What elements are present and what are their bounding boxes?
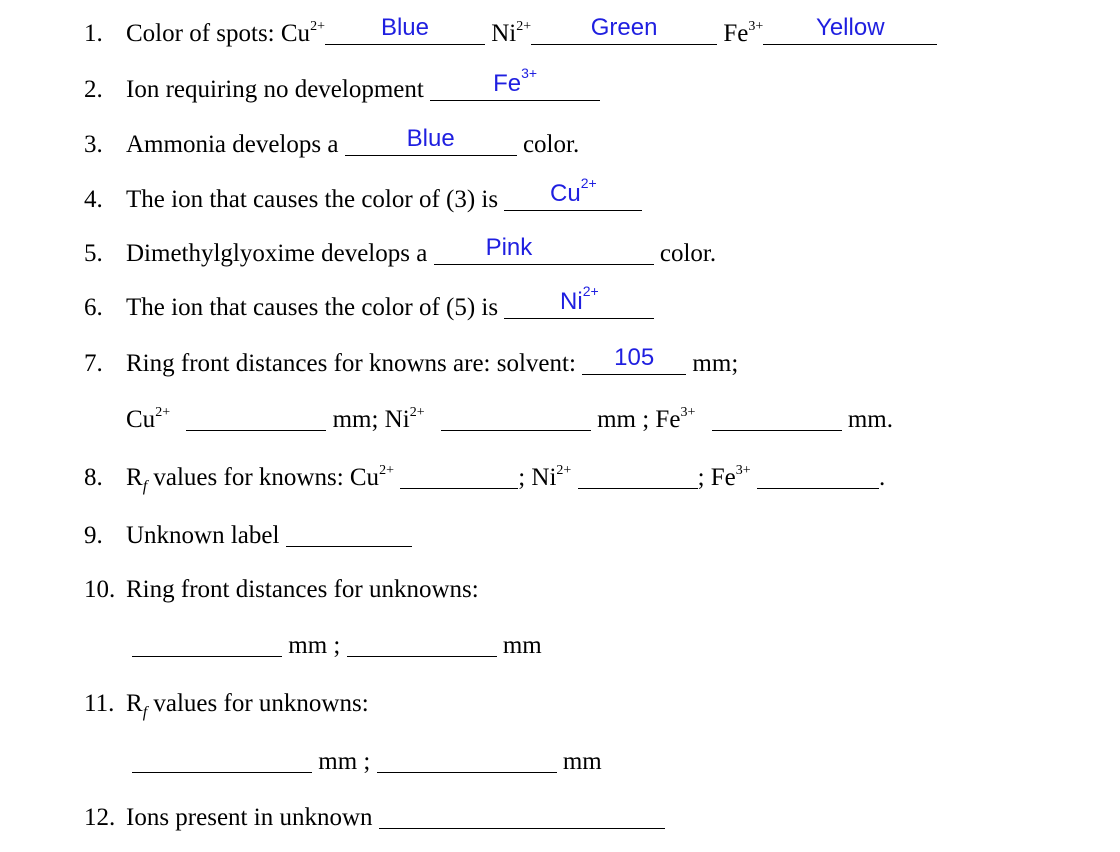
item-text: Color of spots: (126, 20, 275, 47)
answer-text: Blue (380, 14, 429, 41)
item-text-after: color. (659, 240, 717, 267)
answer-blank-solvent-distance[interactable] (582, 344, 686, 375)
ion-label-cu: $Cu^{2+}$ (280, 18, 325, 47)
item-number: 11. (84, 690, 115, 717)
answer-text: $Fe^{3+}$ (493, 65, 538, 97)
answer-blank-unknown-rf-1[interactable] (132, 742, 312, 773)
item-text: The ion that causes the color of (3) is (126, 186, 499, 213)
item-text-after: mm; (692, 350, 739, 377)
separator-ni: ; Ni (518, 464, 557, 491)
answer-blank-unknown-distance-1[interactable] (132, 626, 282, 657)
ion-label-cu: $Cu^{2+}$ (126, 404, 171, 433)
item-8: 8. $R_f$ values for knowns: $Cu^{2+}$ ; $Ni^{2+}$ ; $Fe^{3+}$ . (84, 458, 885, 498)
item-3 (84, 125, 579, 165)
answer-blank-cu-rf[interactable] (400, 458, 518, 489)
answer-blank-unknown-label[interactable] (286, 516, 412, 547)
answer-blank-fe-rf[interactable] (757, 458, 879, 489)
item-number: 10. (84, 576, 116, 603)
item-number: 12. (84, 804, 116, 831)
answer-text: Green (590, 14, 658, 41)
answer-text: Blue (406, 125, 455, 152)
answer-blank-fe-distance[interactable] (712, 400, 842, 431)
item-number: 8. (84, 464, 103, 491)
unit-text: mm ; (318, 748, 371, 775)
answer-blank-ni-color[interactable] (531, 14, 717, 45)
answer-blank-ammonia-color[interactable] (345, 125, 517, 156)
answer-text: 105 (614, 344, 655, 371)
item-text: Dimethylglyoxime develops a (126, 240, 428, 267)
item-number: 5. (84, 240, 103, 267)
answer-blank-fe-color[interactable] (763, 14, 937, 45)
item-2 (84, 65, 600, 110)
item-11 (84, 684, 369, 724)
answer-blank-no-development[interactable] (430, 65, 600, 101)
item-text: Unknown label (126, 522, 280, 549)
answer-blank-cu-distance[interactable] (186, 400, 326, 431)
unit-text: mm (562, 748, 602, 775)
answer-blank-cu-color[interactable] (325, 14, 485, 45)
answer-blank-ni-rf[interactable] (578, 458, 698, 489)
item-text: Ring front distances for unknowns: (126, 576, 479, 603)
item-7 (84, 344, 738, 384)
item-text: The ion that causes the color of (5) is (126, 294, 499, 321)
answer-blank-unknown-rf-2[interactable] (377, 742, 557, 773)
item-7-continued (126, 400, 893, 440)
item-12 (84, 798, 665, 838)
rf-symbol: $R_f$ (126, 464, 148, 495)
item-5 (84, 234, 716, 274)
item-text: Ion requiring no development (126, 76, 424, 103)
answer-text: Yellow (816, 14, 885, 41)
period: . (878, 464, 886, 491)
answer-text: Pink (485, 234, 533, 261)
item-1 (84, 14, 937, 54)
answer-blank-unknown-distance-2[interactable] (347, 626, 497, 657)
answer-blank-ion-5[interactable] (504, 283, 654, 319)
item-number: 4. (84, 186, 103, 213)
separator-fe: ; Fe (697, 464, 736, 491)
item-number: 3. (84, 131, 103, 158)
item-10-answers (132, 626, 542, 666)
unit-text: mm (502, 632, 542, 659)
item-text-after: color. (522, 131, 580, 158)
unit-text: mm ; (288, 632, 341, 659)
item-number: 9. (84, 522, 103, 549)
answer-blank-dimethylglyoxime-color[interactable] (434, 234, 654, 265)
item-11-answers (132, 742, 602, 782)
unit-text: mm. (847, 406, 893, 433)
answer-text: $Ni^{2+}$ (560, 283, 599, 315)
answer-blank-ion-3[interactable] (504, 175, 642, 211)
answer-blank-ions-present[interactable] (379, 798, 665, 829)
answer-text: $Cu^{2+}$ (550, 175, 597, 207)
item-10 (84, 570, 479, 610)
item-9 (84, 516, 412, 556)
item-text: values for knowns: Cu (153, 464, 380, 491)
item-6 (84, 283, 654, 328)
ion-label-fe: $Fe^{3+}$ (723, 18, 764, 47)
item-text: Ring front distances for knowns are: solvent: (126, 350, 576, 377)
item-number: 6. (84, 294, 103, 321)
item-text: Ammonia develops a (126, 131, 339, 158)
ion-label-ni: mm; $Ni^{2+}$ (332, 404, 425, 433)
answer-blank-ni-distance[interactable] (441, 400, 591, 431)
ion-label-fe: mm ; $Fe^{3+}$ (597, 404, 696, 433)
rf-symbol: $R_f$ (126, 690, 148, 721)
item-4 (84, 175, 642, 220)
item-number: 1. (84, 20, 103, 47)
item-number: 2. (84, 76, 103, 103)
ion-label-ni: $Ni^{2+}$ (491, 18, 532, 47)
item-text: values for unknowns: (153, 690, 369, 717)
item-number: 7. (84, 350, 103, 377)
item-text: Ions present in unknown (126, 804, 373, 831)
